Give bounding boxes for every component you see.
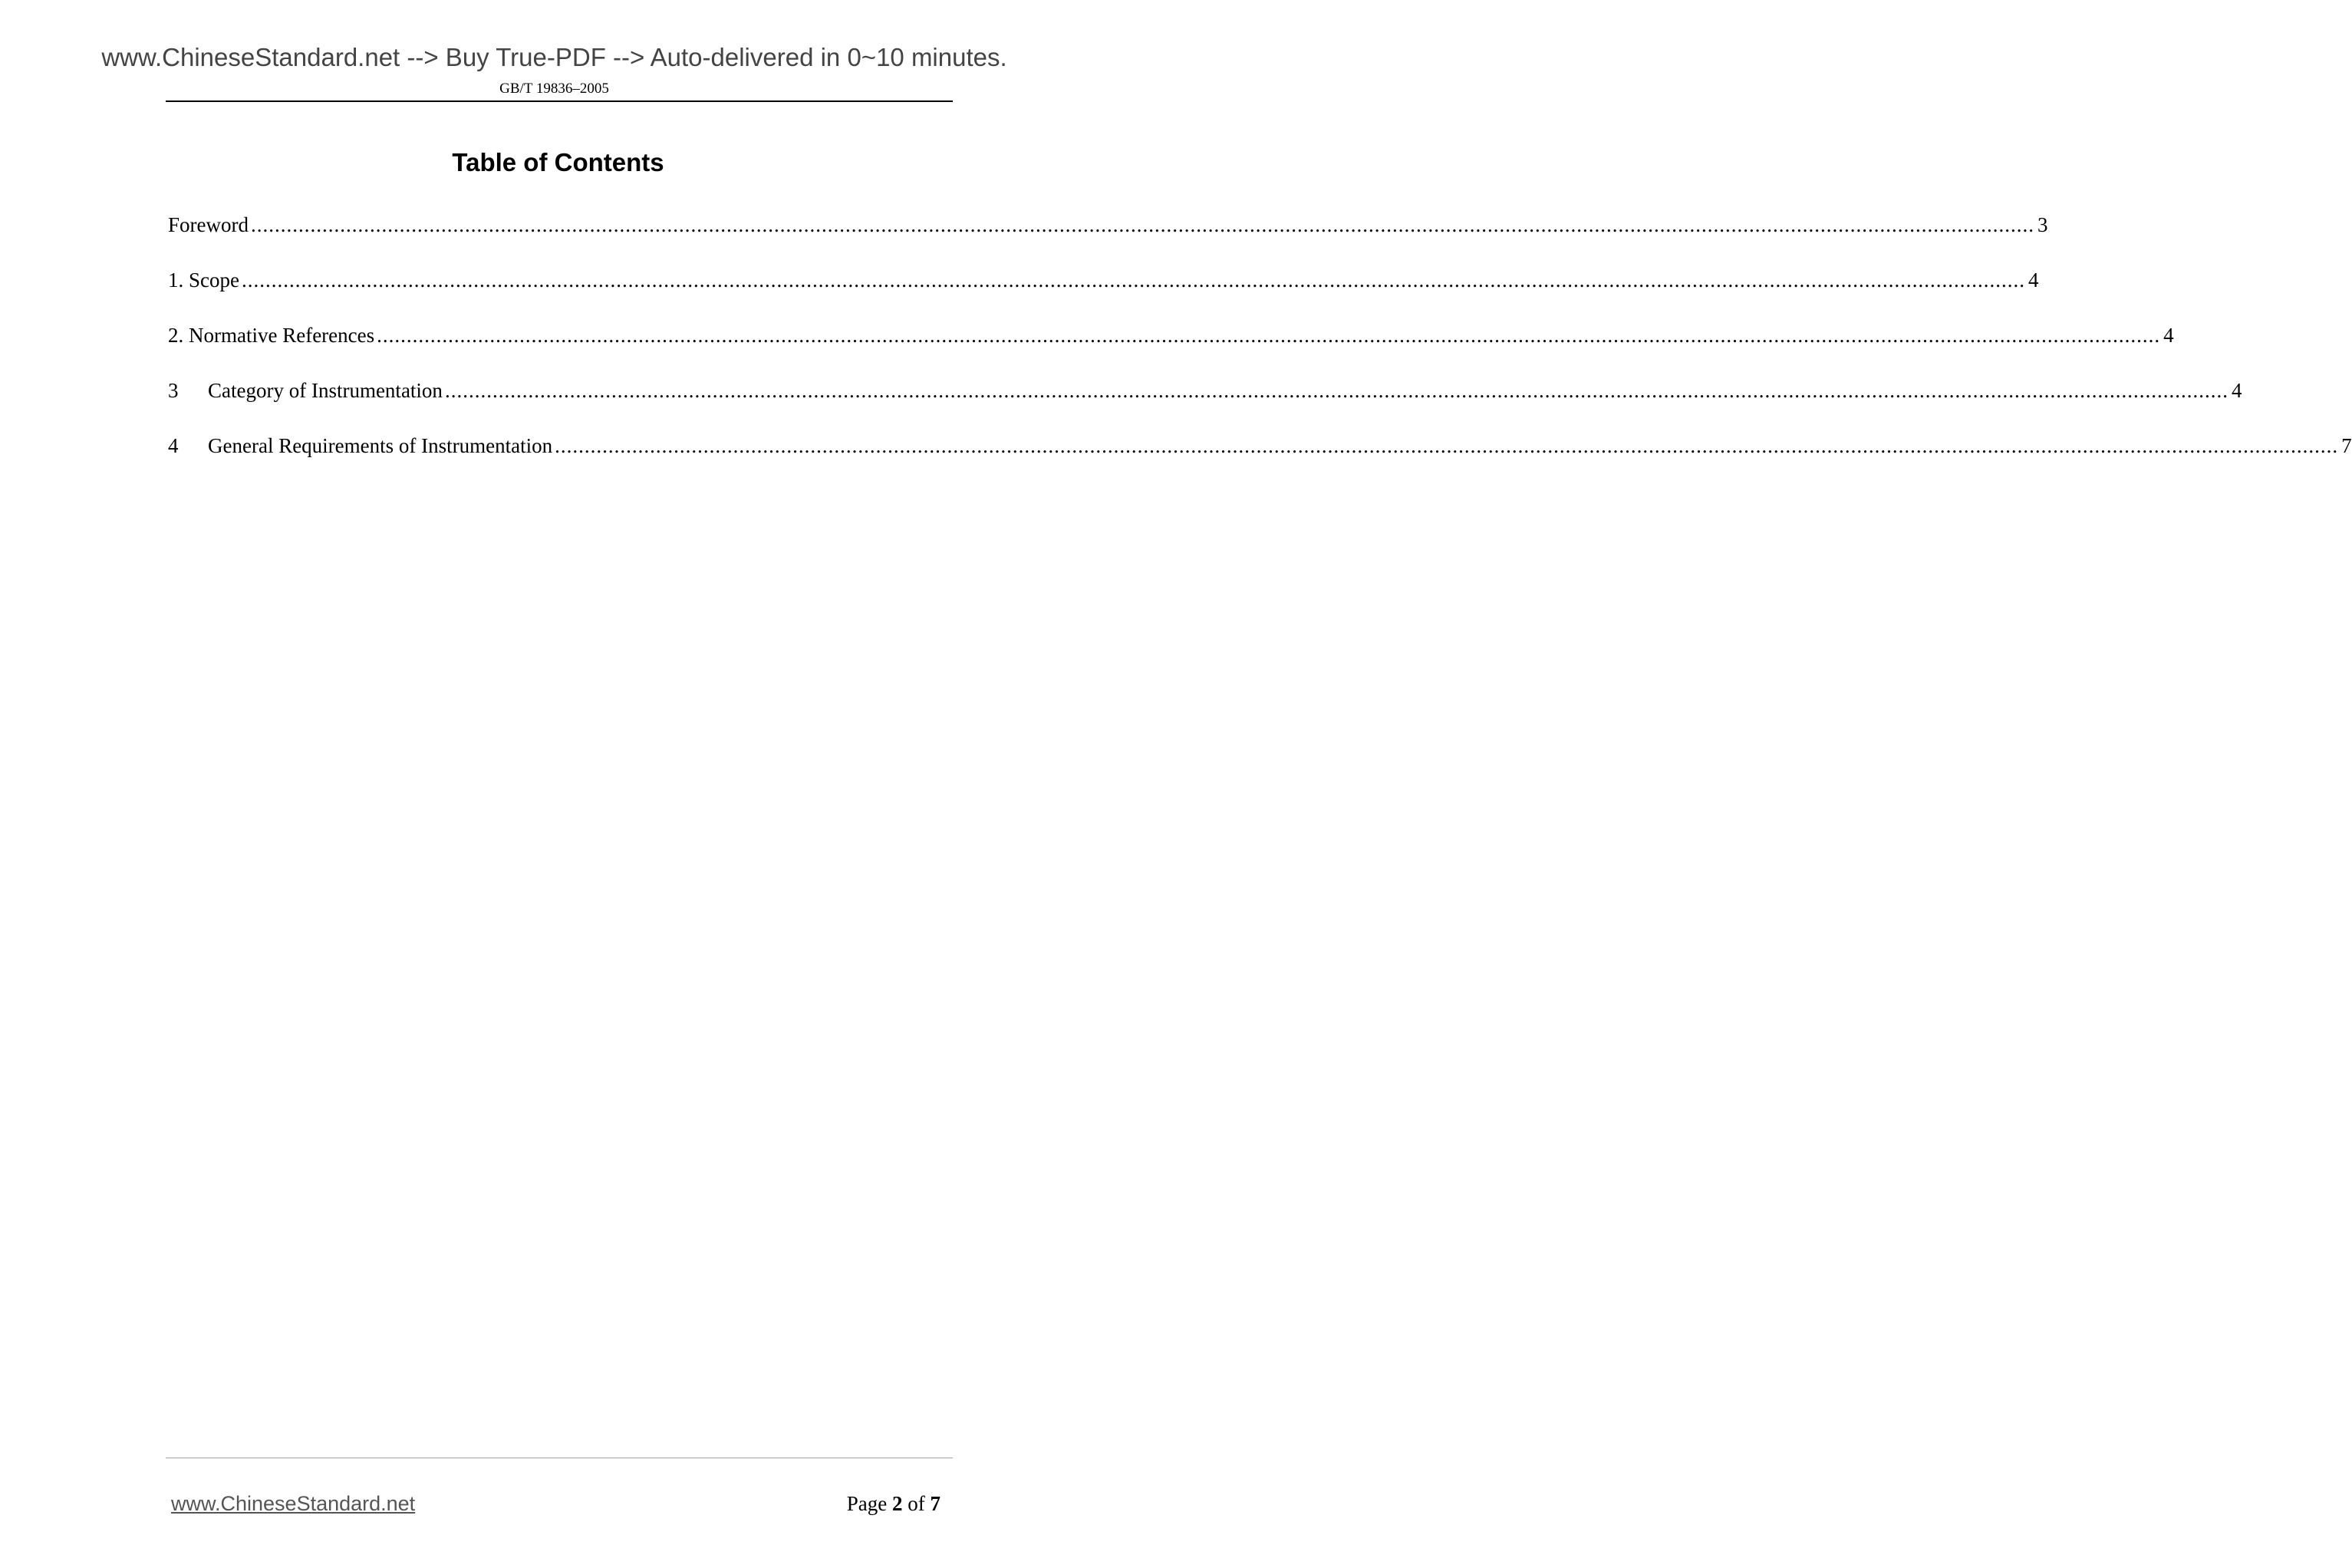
- footer-site-link[interactable]: www.ChineseStandard.net: [171, 1492, 416, 1515]
- toc-entry-label: 1. Scope: [168, 268, 239, 292]
- toc-entry-general-requirements[interactable]: [168, 434, 2352, 462]
- site-banner: www.ChineseStandard.net --> Buy True-PDF --> Auto-delivered in 0~10 minutes.: [101, 43, 1007, 71]
- toc-entry-category-of-instrumentation[interactable]: [168, 379, 2242, 407]
- page-indicator: [767, 1492, 940, 1516]
- toc-entry-number: 3: [168, 379, 179, 402]
- page-of: of: [908, 1492, 925, 1515]
- toc-entry-number: 4: [168, 434, 179, 457]
- toc-leader-dots: ............................................................................................................................................................................................................................................................................................................: [250, 213, 2034, 236]
- toc-entry-foreword[interactable]: [168, 213, 2048, 241]
- toc-entry-label: Foreword: [168, 213, 249, 236]
- table-of-contents: [168, 213, 2352, 489]
- toc-entry-label: General Requirements of Instrumentation: [208, 434, 553, 457]
- standard-code: GB/T 19836–2005: [499, 81, 609, 97]
- toc-entry-normative-references[interactable]: [168, 324, 2174, 351]
- toc-entry-page: 4: [2163, 324, 2174, 347]
- toc-title: Table of Contents: [452, 148, 664, 176]
- toc-entry-label: Category of Instrumentation: [208, 379, 443, 402]
- page-prefix: Page: [846, 1492, 888, 1515]
- toc-leader-dots: ............................................................................................................................................................................................................................................................................................................: [444, 379, 2228, 402]
- toc-entry-page: 3: [2037, 213, 2048, 236]
- toc-leader-dots: ............................................................................................................................................................................................................................................................................................................: [241, 268, 2025, 292]
- toc-leader-dots: ............................................................................................................................................................................................................................................................................................................: [377, 324, 2161, 347]
- toc-entry-page: 4: [2231, 379, 2242, 402]
- page-current: 2: [892, 1492, 903, 1515]
- toc-entry-label: 2. Normative References: [168, 324, 375, 347]
- toc-entry-scope[interactable]: [168, 268, 2039, 296]
- page-total: 7: [930, 1492, 940, 1515]
- toc-leader-dots: ............................................................................................................................................................................................................................................................................................................: [555, 434, 2339, 457]
- header-rule: [166, 100, 953, 102]
- toc-entry-page: 4: [2028, 268, 2039, 292]
- toc-entry-page: 7: [2341, 434, 2352, 457]
